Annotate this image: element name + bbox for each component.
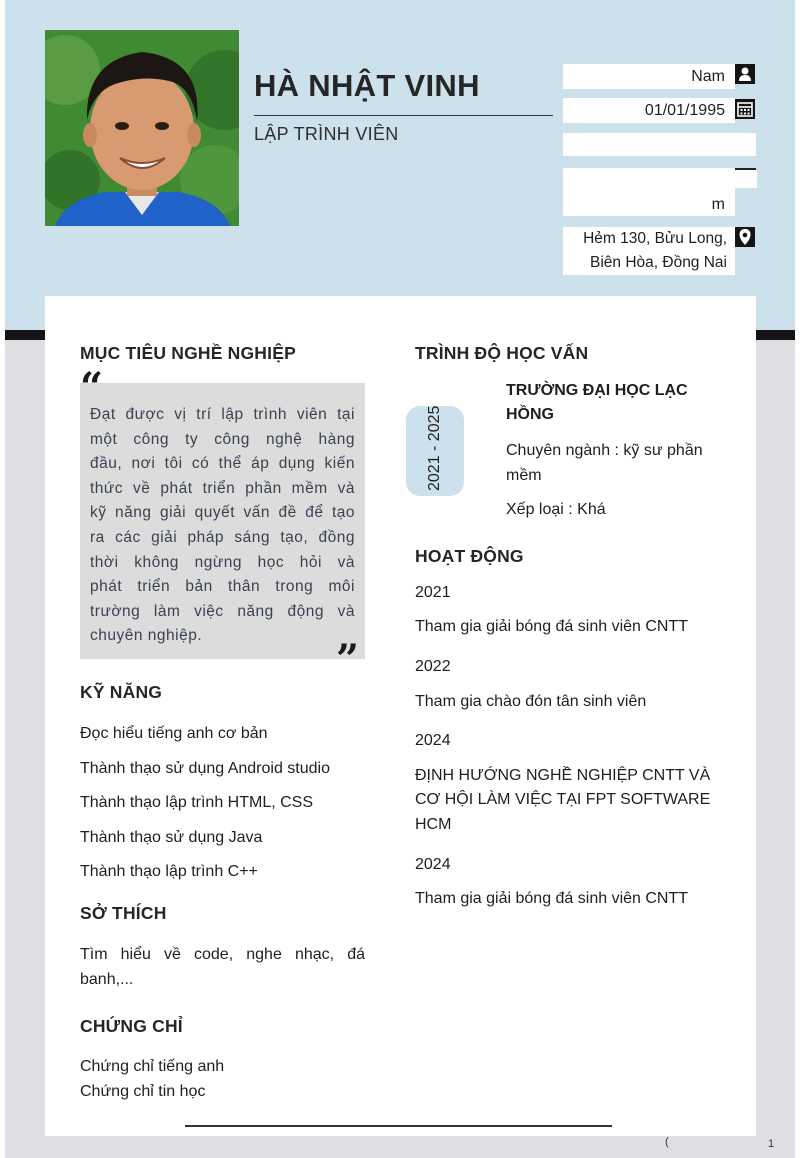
- contact-address: [563, 227, 735, 275]
- certificate-item: Chứng chỉ tiếng anh: [80, 1058, 225, 1075]
- open-quote-icon: “: [80, 364, 104, 411]
- activity-year: 2021: [415, 584, 451, 601]
- skill-item: Đọc hiểu tiếng anh cơ bản: [80, 725, 268, 742]
- skills-heading: KỸ NĂNG: [80, 682, 163, 702]
- objective-line: thời không ngừng học hỏi và: [90, 553, 355, 571]
- contact-email: m: [563, 168, 735, 216]
- major-line-2: mềm: [506, 467, 542, 484]
- footer-mark-right: 1: [768, 1138, 775, 1150]
- person-icon: [735, 64, 755, 84]
- education-rank: Xếp loại : Khá: [506, 501, 606, 518]
- activity-year: 2024: [415, 856, 451, 873]
- close-quote-icon: ”: [336, 636, 360, 683]
- objective-line: đầu, nơi tôi có thể áp dụng kiến: [90, 455, 355, 473]
- education-years: 2021 - 2025: [426, 405, 443, 491]
- school-name-line-2: HỒNG: [506, 406, 554, 423]
- activity-year: 2024: [415, 732, 451, 749]
- job-title: LẬP TRÌNH VIÊN: [254, 124, 399, 144]
- location-pin-icon: [735, 227, 755, 247]
- certificates-heading: CHỨNG CHỈ: [80, 1016, 183, 1036]
- skill-item: Thành thạo lập trình HTML, CSS: [80, 794, 313, 811]
- activity-desc: ĐỊNH HƯỚNG NGHỀ NGHIỆP CNTT VÀ: [415, 767, 711, 784]
- footer-mark-left: (: [665, 1136, 669, 1148]
- activity-desc: CƠ HỘI LÀM VIỆC TẠI FPT SOFTWARE: [415, 791, 711, 808]
- contact-phone: [563, 133, 756, 156]
- education-heading: TRÌNH ĐỘ HỌC VẤN: [415, 343, 589, 363]
- email-field-tab: [735, 170, 757, 188]
- contact-dob: 01/01/1995: [563, 98, 735, 123]
- person-name: HÀ NHẬT VINH: [254, 68, 480, 103]
- objective-line: Đạt được vị trí lập trình viên tại: [90, 406, 355, 423]
- name-divider: [254, 115, 553, 116]
- activities-heading: HOẠT ĐỘNG: [415, 546, 524, 566]
- objective-text: [90, 403, 355, 649]
- activity-desc: Tham gia chào đón tân sinh viên: [415, 693, 647, 710]
- cv-page: [5, 0, 795, 1158]
- objective-line: chuyên nghiệp.: [90, 627, 203, 645]
- activity-year: 2022: [415, 658, 451, 675]
- objective-line: phát triển bản thân trong môi: [90, 578, 355, 596]
- school-name-line-1: TRƯỜNG ĐẠI HỌC LẠC: [506, 382, 688, 399]
- profile-photo: [45, 30, 239, 226]
- calendar-icon: [735, 99, 755, 119]
- hobbies-line-1: Tìm hiểu về code, nghe nhạc, đá: [80, 946, 365, 963]
- activity-desc: Tham gia giải bóng đá sinh viên CNTT: [415, 618, 689, 635]
- major-line-1: Chuyên ngành : kỹ sư phần: [506, 442, 703, 459]
- activity-desc: HCM: [415, 816, 452, 833]
- address-line-2: Biên Hòa, Đồng Nai: [590, 254, 727, 271]
- objective-heading: MỤC TIÊU NGHỀ NGHIỆP: [80, 343, 296, 363]
- address-line-1: Hẻm 130, Bửu Long,: [583, 230, 727, 247]
- education-years-wrap: [406, 406, 464, 496]
- hobbies-heading: SỞ THÍCH: [80, 903, 167, 923]
- objective-line: kỹ năng giải quyết vấn đề để tạo: [90, 504, 355, 522]
- objective-line: ra các giải pháp sáng tạo, đồng: [90, 528, 355, 546]
- objective-line: trường làm việc năng động và: [90, 602, 355, 620]
- email-field-rule: [735, 168, 756, 170]
- certificate-item: Chứng chỉ tin học: [80, 1083, 206, 1100]
- skill-item: Thành thạo sử dụng Android studio: [80, 760, 330, 777]
- skill-item: Thành thạo lập trình C++: [80, 863, 258, 880]
- objective-line: thức về phát triển phần mềm và: [90, 479, 355, 497]
- contact-gender: Nam: [563, 64, 735, 89]
- activity-desc: Tham gia giải bóng đá sinh viên CNTT: [415, 890, 689, 907]
- hobbies-line-2: banh,...: [80, 971, 134, 988]
- objective-line: một công ty công nghệ hàng: [90, 430, 355, 448]
- skill-item: Thành thạo sử dụng Java: [80, 829, 263, 846]
- footer-divider: [185, 1125, 612, 1127]
